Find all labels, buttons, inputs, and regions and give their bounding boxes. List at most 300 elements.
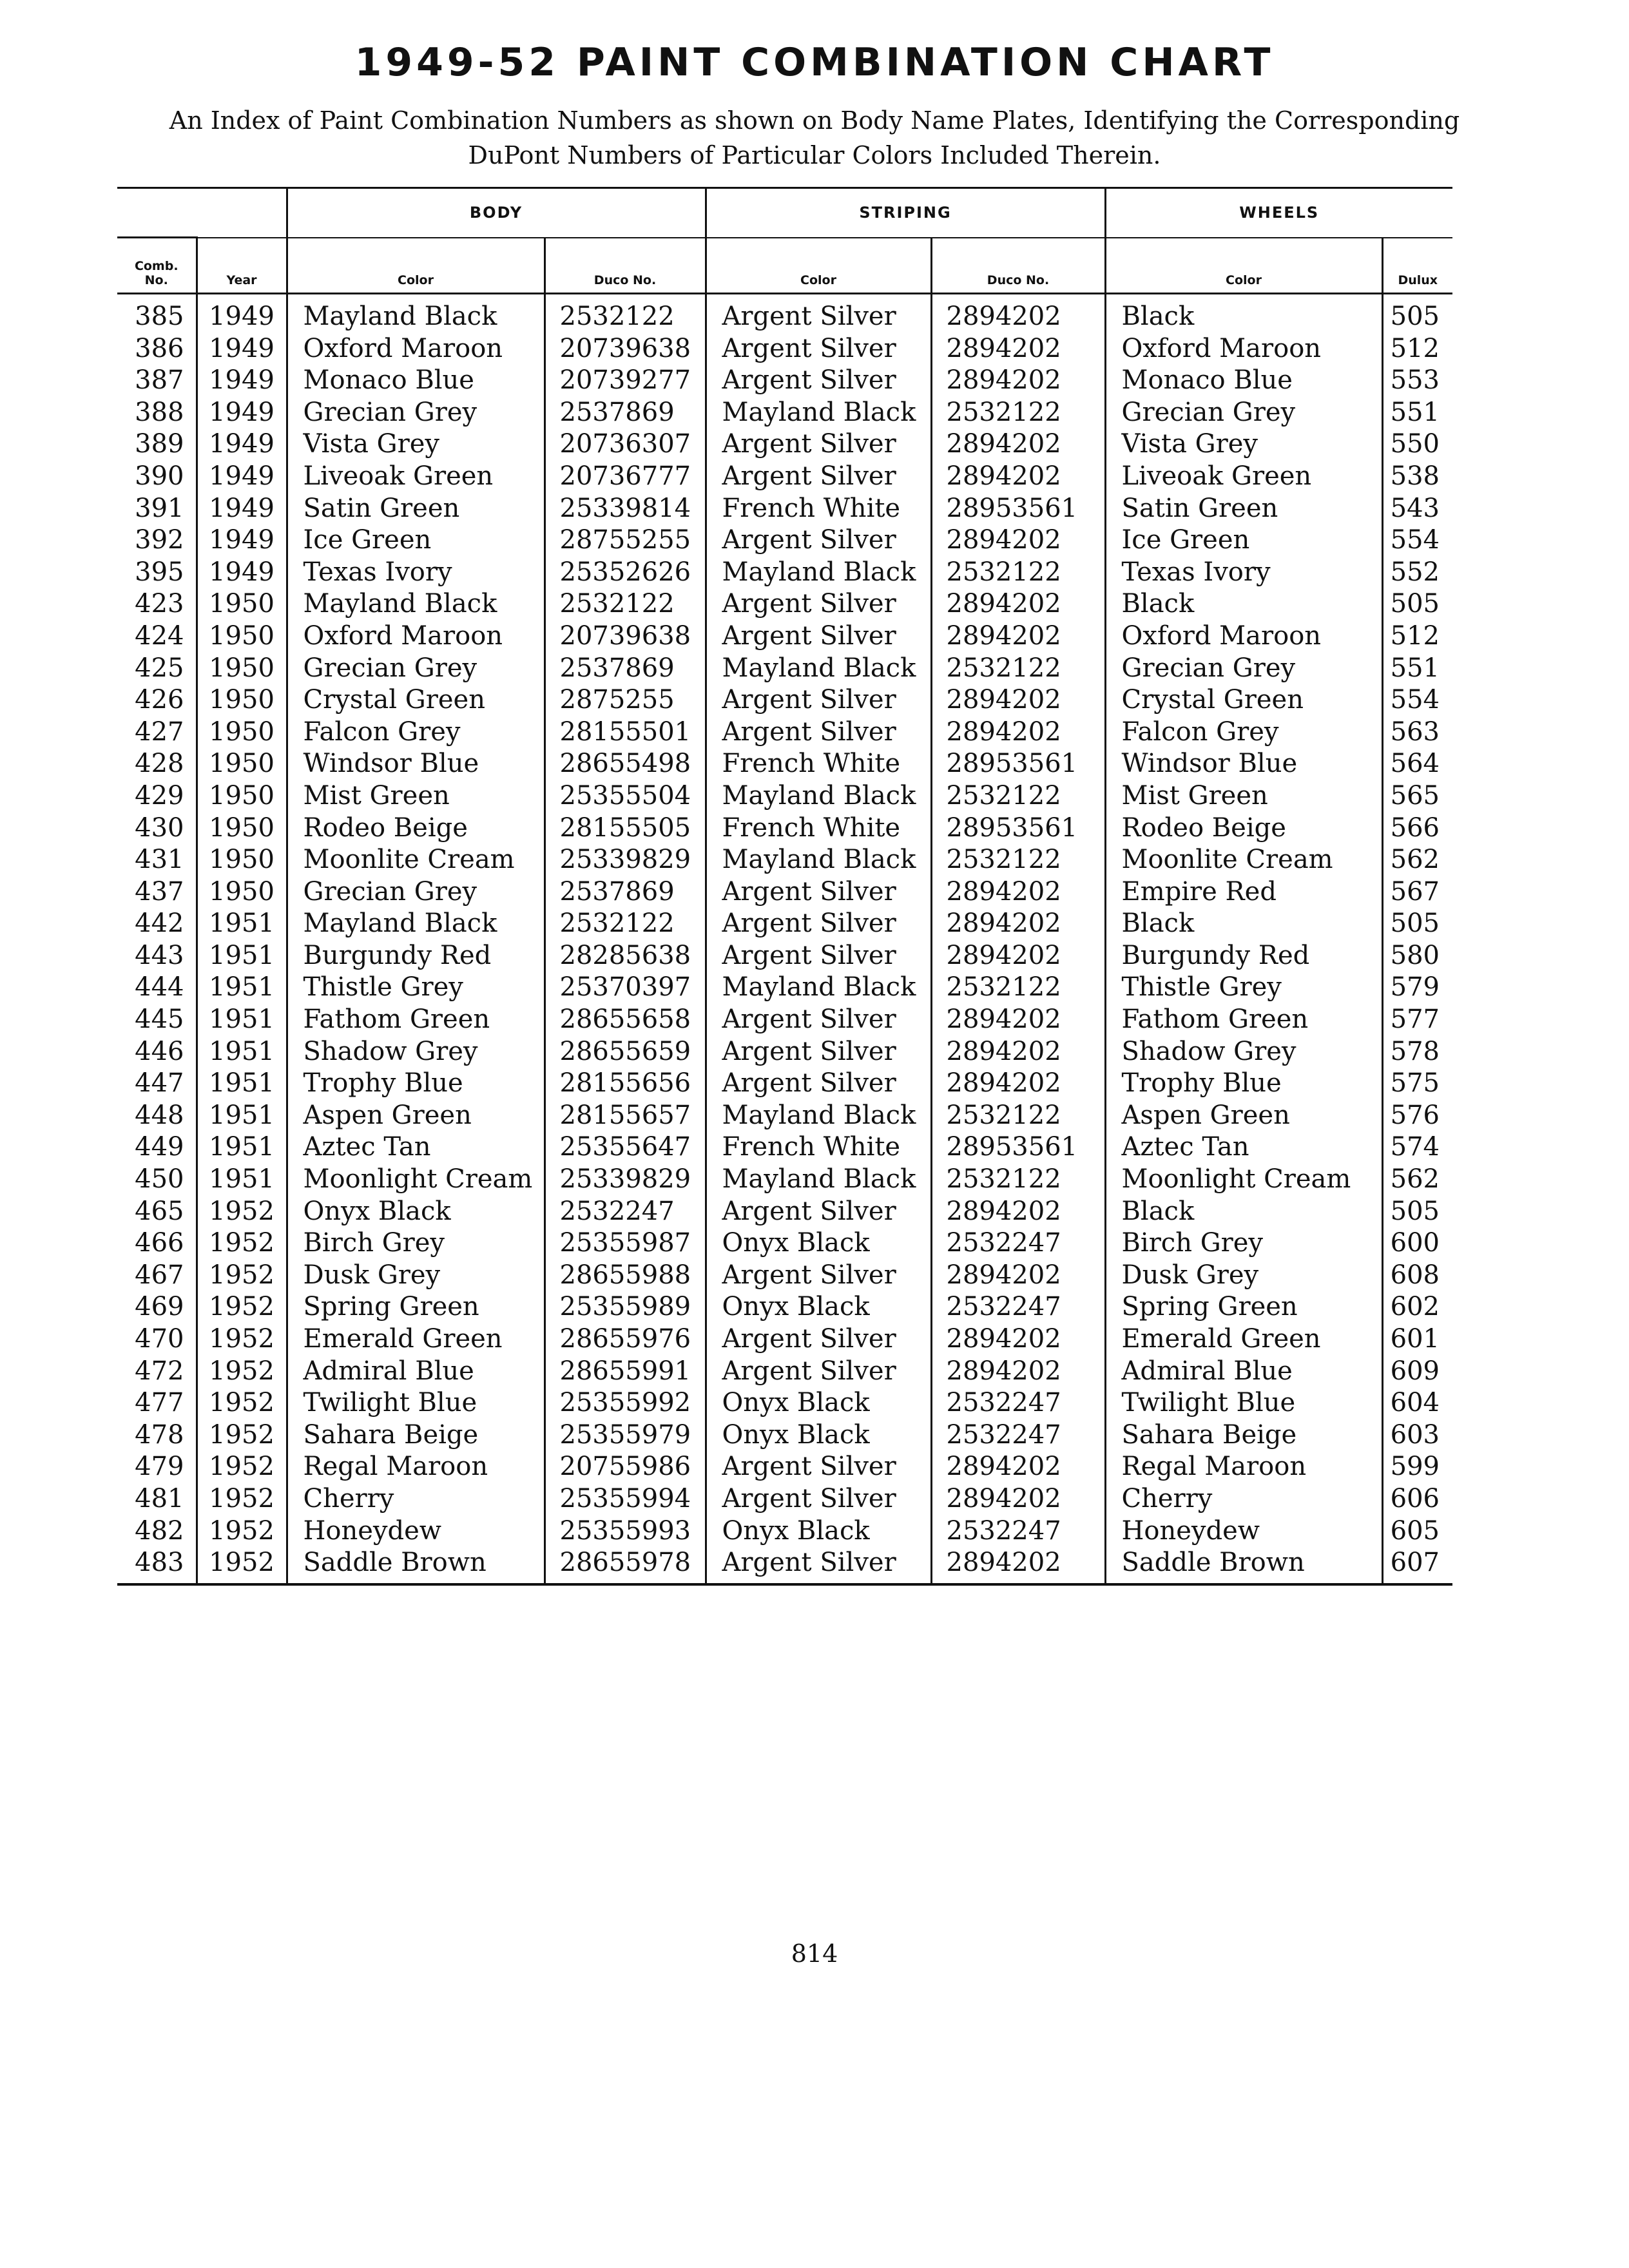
cell-year: 1950 — [197, 684, 287, 716]
subtitle-line-1: An Index of Paint Combination Numbers as shown on Body Name Plates, Identifying the Corresponding — [169, 106, 1460, 135]
cell-striping-color: Argent Silver — [706, 524, 931, 557]
cell-comb-no: 437 — [135, 876, 184, 907]
cell-striping-duco: 2894202 — [931, 294, 1105, 333]
cell-striping-duco: 2894202 — [931, 1004, 1105, 1036]
cell-body-color: Grecian Grey — [287, 397, 545, 429]
cell-wheels-dulux: 574 — [1382, 1131, 1452, 1164]
cell-comb-no: 426 — [135, 685, 184, 715]
cell-year: 1949 — [197, 557, 287, 589]
cell-wheels-dulux: 607 — [1382, 1547, 1452, 1584]
cell-striping-duco: 2894202 — [931, 588, 1105, 620]
cell-striping-duco: 2894202 — [931, 1451, 1105, 1483]
cell-body-color: Liveoak Green — [287, 461, 545, 493]
cell-body-color: Texas Ivory — [287, 557, 545, 589]
cell-wheels-color: Emerald Green — [1105, 1323, 1382, 1356]
cell-striping-color: Argent Silver — [706, 620, 931, 653]
cell-comb-no: 477 — [135, 1388, 184, 1418]
cell-year: 1952 — [197, 1387, 287, 1419]
cell-comb-no: 448 — [135, 1100, 184, 1130]
cell-comb-no: 387 — [135, 365, 184, 396]
cell-comb-no: 386 — [135, 333, 184, 363]
cell-wheels-dulux: 512 — [1382, 620, 1452, 653]
cell-comb-no: 395 — [135, 557, 184, 587]
cell-year: 1950 — [197, 620, 287, 653]
table-row — [117, 1068, 1452, 1100]
cell-year: 1950 — [197, 588, 287, 620]
cell-wheels-dulux: 602 — [1382, 1291, 1452, 1323]
cell-wheels-color: Liveoak Green — [1105, 461, 1382, 493]
cell-year: 1949 — [197, 524, 287, 557]
table-row — [117, 1515, 1452, 1548]
cell-striping-color: Onyx Black — [706, 1227, 931, 1260]
table-row — [117, 1131, 1452, 1164]
cell-wheels-dulux: 543 — [1382, 493, 1452, 525]
cell-comb-no: 424 — [135, 620, 184, 651]
cell-body-color: Fathom Green — [287, 1004, 545, 1036]
cell-striping-color: French White — [706, 1131, 931, 1164]
table-row — [117, 524, 1452, 557]
cell-year: 1950 — [197, 748, 287, 780]
cell-comb-no: 481 — [135, 1483, 184, 1514]
cell-striping-color: Argent Silver — [706, 1356, 931, 1388]
cell-wheels-dulux: 553 — [1382, 365, 1452, 397]
cell-striping-duco: 2894202 — [931, 365, 1105, 397]
cell-wheels-color: Admiral Blue — [1105, 1356, 1382, 1388]
cell-wheels-dulux: 604 — [1382, 1387, 1452, 1419]
column-header-wheels-dulux: Dulux — [1382, 238, 1452, 294]
cell-year: 1951 — [197, 972, 287, 1004]
cell-body-color: Aztec Tan — [287, 1131, 545, 1164]
cell-striping-color: Argent Silver — [706, 428, 931, 461]
column-header-comb-line1: Comb. — [134, 259, 178, 273]
table-body — [117, 294, 1452, 1584]
cell-wheels-color: Grecian Grey — [1105, 397, 1382, 429]
cell-striping-duco: 28953561 — [931, 493, 1105, 525]
column-header-comb-line2: No. — [144, 273, 168, 287]
cell-wheels-dulux: 564 — [1382, 748, 1452, 780]
table-row — [117, 844, 1452, 876]
cell-body-duco: 25355647 — [545, 1131, 706, 1164]
cell-striping-duco: 2894202 — [931, 876, 1105, 908]
column-header-wheels-color: Color — [1105, 238, 1382, 294]
cell-comb-no: 479 — [135, 1452, 184, 1482]
cell-body-color: Burgundy Red — [287, 940, 545, 972]
cell-wheels-dulux: 550 — [1382, 428, 1452, 461]
cell-comb-no: 483 — [117, 1547, 197, 1584]
cell-body-color: Mist Green — [287, 780, 545, 812]
cell-body-color: Monaco Blue — [287, 365, 545, 397]
cell-body-duco: 20739638 — [545, 620, 706, 653]
cell-comb-no: 444 — [135, 972, 184, 1003]
cell-striping-duco: 2532247 — [931, 1227, 1105, 1260]
cell-comb-no: 392 — [135, 525, 184, 555]
group-header-blank — [117, 188, 287, 238]
cell-comb-no: 469 — [135, 1292, 184, 1322]
cell-body-duco: 25355993 — [545, 1515, 706, 1548]
cell-body-color: Birch Grey — [287, 1227, 545, 1260]
cell-striping-color: Onyx Black — [706, 1515, 931, 1548]
cell-striping-color: Mayland Black — [706, 1100, 931, 1132]
cell-wheels-dulux: 563 — [1382, 716, 1452, 749]
cell-year: 1951 — [197, 1068, 287, 1100]
cell-comb-no: 449 — [135, 1132, 184, 1162]
cell-wheels-dulux: 579 — [1382, 972, 1452, 1004]
cell-wheels-dulux: 565 — [1382, 780, 1452, 812]
cell-body-duco: 25355989 — [545, 1291, 706, 1323]
cell-striping-color: Mayland Black — [706, 653, 931, 685]
cell-wheels-color: Black — [1105, 1196, 1382, 1228]
cell-year: 1949 — [197, 333, 287, 365]
cell-body-color: Mayland Black — [287, 908, 545, 940]
cell-body-color: Sahara Beige — [287, 1419, 545, 1452]
cell-year: 1950 — [197, 780, 287, 812]
table-row — [117, 653, 1452, 685]
cell-striping-duco: 2532122 — [931, 1100, 1105, 1132]
cell-wheels-color: Windsor Blue — [1105, 748, 1382, 780]
cell-year: 1951 — [197, 1036, 287, 1068]
table-row — [117, 397, 1452, 429]
cell-year: 1950 — [197, 876, 287, 908]
cell-striping-color: Argent Silver — [706, 1547, 931, 1584]
cell-body-color: Moonlight Cream — [287, 1164, 545, 1196]
cell-striping-duco: 2894202 — [931, 1547, 1105, 1584]
cell-comb-no: 445 — [135, 1004, 184, 1035]
cell-wheels-dulux: 562 — [1382, 844, 1452, 876]
table-row — [117, 1451, 1452, 1483]
cell-striping-duco: 2894202 — [931, 1260, 1105, 1292]
cell-body-duco: 25339829 — [545, 844, 706, 876]
table-row — [117, 908, 1452, 940]
table-row — [117, 588, 1452, 620]
cell-striping-duco: 2532247 — [931, 1291, 1105, 1323]
page-number: 814 — [791, 1939, 838, 1968]
cell-year: 1952 — [197, 1196, 287, 1228]
table-row — [117, 1291, 1452, 1323]
cell-comb-no: 428 — [135, 749, 184, 779]
cell-comb-no: 391 — [135, 493, 184, 523]
cell-comb-no: 385 — [135, 302, 184, 331]
cell-wheels-dulux: 599 — [1382, 1451, 1452, 1483]
cell-wheels-color: Shadow Grey — [1105, 1036, 1382, 1068]
cell-striping-duco: 2894202 — [931, 1483, 1105, 1515]
cell-year: 1949 — [197, 365, 287, 397]
cell-striping-duco: 2894202 — [931, 620, 1105, 653]
cell-striping-color: Mayland Black — [706, 844, 931, 876]
cell-wheels-color: Dusk Grey — [1105, 1260, 1382, 1292]
table-row — [117, 294, 1452, 333]
table-row — [117, 1356, 1452, 1388]
table-row — [117, 1547, 1452, 1584]
table-row — [117, 1483, 1452, 1515]
table-row — [117, 1227, 1452, 1260]
cell-striping-duco: 2532122 — [931, 844, 1105, 876]
cell-comb-no: 390 — [135, 461, 184, 491]
cell-body-duco: 28655498 — [545, 748, 706, 780]
cell-comb-no: 389 — [135, 429, 184, 459]
cell-body-duco: 28655988 — [545, 1260, 706, 1292]
cell-wheels-dulux: 567 — [1382, 876, 1452, 908]
cell-year: 1950 — [197, 812, 287, 845]
cell-wheels-color: Black — [1105, 294, 1382, 333]
cell-body-color: Admiral Blue — [287, 1356, 545, 1388]
cell-year: 1952 — [197, 1419, 287, 1452]
cell-striping-duco: 2894202 — [931, 684, 1105, 716]
cell-year: 1949 — [197, 493, 287, 525]
cell-body-duco: 2532122 — [545, 294, 706, 333]
cell-year: 1952 — [197, 1356, 287, 1388]
cell-body-duco: 25339829 — [545, 1164, 706, 1196]
cell-wheels-dulux: 609 — [1382, 1356, 1452, 1388]
cell-body-duco: 28155657 — [545, 1100, 706, 1132]
cell-wheels-color: Ice Green — [1105, 524, 1382, 557]
table-row — [117, 461, 1452, 493]
cell-year: 1952 — [197, 1260, 287, 1292]
table-row — [117, 940, 1452, 972]
column-header-year: Year — [197, 238, 287, 294]
cell-striping-color: Argent Silver — [706, 365, 931, 397]
cell-striping-color: Mayland Black — [706, 1164, 931, 1196]
paint-combination-table — [117, 187, 1452, 1586]
cell-wheels-dulux: 551 — [1382, 397, 1452, 429]
cell-body-color: Falcon Grey — [287, 716, 545, 749]
cell-wheels-color: Trophy Blue — [1105, 1068, 1382, 1100]
cell-body-color: Aspen Green — [287, 1100, 545, 1132]
cell-wheels-dulux: 551 — [1382, 653, 1452, 685]
cell-striping-color: Argent Silver — [706, 1196, 931, 1228]
cell-striping-duco: 2894202 — [931, 524, 1105, 557]
cell-comb-no: 442 — [135, 908, 184, 939]
table-row — [117, 1036, 1452, 1068]
cell-body-duco: 28155501 — [545, 716, 706, 749]
cell-year: 1952 — [197, 1515, 287, 1548]
cell-wheels-color: Texas Ivory — [1105, 557, 1382, 589]
cell-comb-no: 431 — [135, 845, 184, 875]
cell-body-color: Onyx Black — [287, 1196, 545, 1228]
table-row — [117, 812, 1452, 845]
cell-striping-color: Argent Silver — [706, 1483, 931, 1515]
cell-year: 1952 — [197, 1227, 287, 1260]
cell-striping-color: Argent Silver — [706, 716, 931, 749]
page-title: 1949-52 PAINT COMBINATION CHART — [354, 40, 1275, 85]
cell-body-duco: 20755986 — [545, 1451, 706, 1483]
cell-striping-color: Argent Silver — [706, 876, 931, 908]
cell-wheels-dulux: 603 — [1382, 1419, 1452, 1452]
table-row — [117, 748, 1452, 780]
cell-striping-duco: 2532247 — [931, 1515, 1105, 1548]
table-row — [117, 1323, 1452, 1356]
table-row — [117, 428, 1452, 461]
cell-comb-no: 423 — [135, 589, 184, 619]
cell-striping-duco: 2894202 — [931, 1356, 1105, 1388]
cell-wheels-color: Grecian Grey — [1105, 653, 1382, 685]
table-row — [117, 1164, 1452, 1196]
cell-body-duco: 25352626 — [545, 557, 706, 589]
cell-body-color: Moonlite Cream — [287, 844, 545, 876]
cell-body-color: Cherry — [287, 1483, 545, 1515]
column-header-striping-color: Color — [706, 238, 931, 294]
cell-wheels-dulux: 505 — [1382, 294, 1452, 333]
cell-body-duco: 28755255 — [545, 524, 706, 557]
cell-striping-duco: 2894202 — [931, 333, 1105, 365]
cell-body-duco: 28155505 — [545, 812, 706, 845]
cell-striping-color: Argent Silver — [706, 1451, 931, 1483]
cell-wheels-color: Black — [1105, 908, 1382, 940]
cell-striping-color: Mayland Black — [706, 780, 931, 812]
cell-year: 1949 — [197, 294, 287, 333]
cell-wheels-color: Oxford Maroon — [1105, 333, 1382, 365]
cell-body-duco: 28285638 — [545, 940, 706, 972]
cell-wheels-dulux: 576 — [1382, 1100, 1452, 1132]
cell-wheels-color: Honeydew — [1105, 1515, 1382, 1548]
cell-striping-duco: 2894202 — [931, 1036, 1105, 1068]
cell-comb-no: 467 — [135, 1260, 184, 1290]
cell-striping-color: Argent Silver — [706, 1323, 931, 1356]
cell-year: 1951 — [197, 1131, 287, 1164]
cell-striping-color: Argent Silver — [706, 1260, 931, 1292]
cell-wheels-color: Crystal Green — [1105, 684, 1382, 716]
cell-comb-no: 465 — [135, 1196, 184, 1226]
cell-striping-duco: 2532122 — [931, 557, 1105, 589]
cell-body-color: Satin Green — [287, 493, 545, 525]
group-header-row — [117, 188, 1452, 238]
cell-body-color: Crystal Green — [287, 684, 545, 716]
cell-body-color: Honeydew — [287, 1515, 545, 1548]
cell-body-duco: 2875255 — [545, 684, 706, 716]
cell-body-color: Grecian Grey — [287, 653, 545, 685]
table-row — [117, 365, 1452, 397]
cell-comb-no: 466 — [135, 1228, 184, 1258]
cell-year: 1952 — [197, 1451, 287, 1483]
cell-wheels-color: Spring Green — [1105, 1291, 1382, 1323]
cell-wheels-color: Aspen Green — [1105, 1100, 1382, 1132]
cell-wheels-dulux: 505 — [1382, 588, 1452, 620]
cell-wheels-dulux: 580 — [1382, 940, 1452, 972]
cell-wheels-color: Falcon Grey — [1105, 716, 1382, 749]
cell-wheels-dulux: 562 — [1382, 1164, 1452, 1196]
cell-wheels-dulux: 575 — [1382, 1068, 1452, 1100]
cell-wheels-dulux: 505 — [1382, 1196, 1452, 1228]
table-row — [117, 1004, 1452, 1036]
table-row — [117, 684, 1452, 716]
cell-striping-color: Argent Silver — [706, 908, 931, 940]
column-header-body-duco: Duco No. — [545, 238, 706, 294]
table-row — [117, 1419, 1452, 1452]
cell-comb-no: 429 — [135, 780, 184, 811]
cell-body-color: Dusk Grey — [287, 1260, 545, 1292]
cell-striping-color: Onyx Black — [706, 1291, 931, 1323]
cell-wheels-dulux: 605 — [1382, 1515, 1452, 1548]
cell-wheels-color: Monaco Blue — [1105, 365, 1382, 397]
cell-wheels-dulux: 505 — [1382, 908, 1452, 940]
cell-body-color: Vista Grey — [287, 428, 545, 461]
cell-year: 1952 — [197, 1547, 287, 1584]
cell-striping-duco: 2894202 — [931, 461, 1105, 493]
cell-year: 1951 — [197, 908, 287, 940]
table-row — [117, 1196, 1452, 1228]
cell-body-duco: 2537869 — [545, 876, 706, 908]
cell-comb-no: 443 — [135, 940, 184, 970]
cell-wheels-color: Cherry — [1105, 1483, 1382, 1515]
cell-body-duco: 28655658 — [545, 1004, 706, 1036]
cell-body-duco: 25355994 — [545, 1483, 706, 1515]
cell-wheels-dulux: 608 — [1382, 1260, 1452, 1292]
cell-striping-duco: 2894202 — [931, 940, 1105, 972]
cell-wheels-dulux: 552 — [1382, 557, 1452, 589]
cell-wheels-dulux: 554 — [1382, 524, 1452, 557]
cell-body-duco: 28655659 — [545, 1036, 706, 1068]
cell-comb-no: 425 — [135, 653, 184, 683]
cell-wheels-color: Empire Red — [1105, 876, 1382, 908]
cell-body-color: Windsor Blue — [287, 748, 545, 780]
cell-body-duco: 25355992 — [545, 1387, 706, 1419]
cell-body-duco: 2532122 — [545, 588, 706, 620]
cell-striping-duco: 2894202 — [931, 428, 1105, 461]
cell-year: 1952 — [197, 1483, 287, 1515]
cell-body-color: Regal Maroon — [287, 1451, 545, 1483]
cell-body-duco: 25339814 — [545, 493, 706, 525]
cell-body-duco: 20736777 — [545, 461, 706, 493]
cell-body-color: Grecian Grey — [287, 876, 545, 908]
cell-comb-no: 447 — [135, 1068, 184, 1099]
cell-body-duco: 20739277 — [545, 365, 706, 397]
cell-striping-color: Argent Silver — [706, 333, 931, 365]
cell-striping-color: French White — [706, 493, 931, 525]
cell-striping-color: Argent Silver — [706, 684, 931, 716]
cell-body-color: Mayland Black — [287, 294, 545, 333]
cell-body-color: Spring Green — [287, 1291, 545, 1323]
cell-body-duco: 28155656 — [545, 1068, 706, 1100]
cell-body-color: Twilight Blue — [287, 1387, 545, 1419]
cell-wheels-color: Birch Grey — [1105, 1227, 1382, 1260]
cell-wheels-color: Moonlight Cream — [1105, 1164, 1382, 1196]
group-header-wheels: WHEELS — [1105, 188, 1452, 238]
cell-comb-no: 478 — [135, 1419, 184, 1450]
subtitle-line-2: DuPont Numbers of Particular Colors Included Therein. — [468, 141, 1161, 169]
cell-body-duco: 2537869 — [545, 397, 706, 429]
cell-comb-no: 388 — [135, 397, 184, 427]
cell-body-duco: 28655978 — [545, 1547, 706, 1584]
cell-body-duco: 2532122 — [545, 908, 706, 940]
cell-striping-color: Argent Silver — [706, 1004, 931, 1036]
page-subtitle — [116, 103, 1513, 173]
cell-wheels-color: Twilight Blue — [1105, 1387, 1382, 1419]
cell-wheels-dulux: 566 — [1382, 812, 1452, 845]
column-header-striping-duco: Duco No. — [931, 238, 1105, 294]
cell-body-color: Mayland Black — [287, 588, 545, 620]
table-row — [117, 1387, 1452, 1419]
cell-body-color: Saddle Brown — [287, 1547, 545, 1584]
cell-striping-duco: 2532122 — [931, 653, 1105, 685]
cell-wheels-color: Fathom Green — [1105, 1004, 1382, 1036]
cell-striping-color: Onyx Black — [706, 1419, 931, 1452]
cell-striping-duco: 2532247 — [931, 1419, 1105, 1452]
cell-body-color: Rodeo Beige — [287, 812, 545, 845]
cell-year: 1949 — [197, 428, 287, 461]
cell-body-color: Ice Green — [287, 524, 545, 557]
cell-body-duco: 20739638 — [545, 333, 706, 365]
cell-striping-duco: 28953561 — [931, 748, 1105, 780]
cell-striping-color: Onyx Black — [706, 1387, 931, 1419]
cell-wheels-color: Satin Green — [1105, 493, 1382, 525]
table-row — [117, 557, 1452, 589]
cell-comb-no: 430 — [135, 812, 184, 843]
cell-striping-color: Mayland Black — [706, 557, 931, 589]
cell-wheels-dulux: 578 — [1382, 1036, 1452, 1068]
cell-wheels-dulux: 554 — [1382, 684, 1452, 716]
cell-body-duco: 25355987 — [545, 1227, 706, 1260]
cell-wheels-color: Aztec Tan — [1105, 1131, 1382, 1164]
table-row — [117, 780, 1452, 812]
